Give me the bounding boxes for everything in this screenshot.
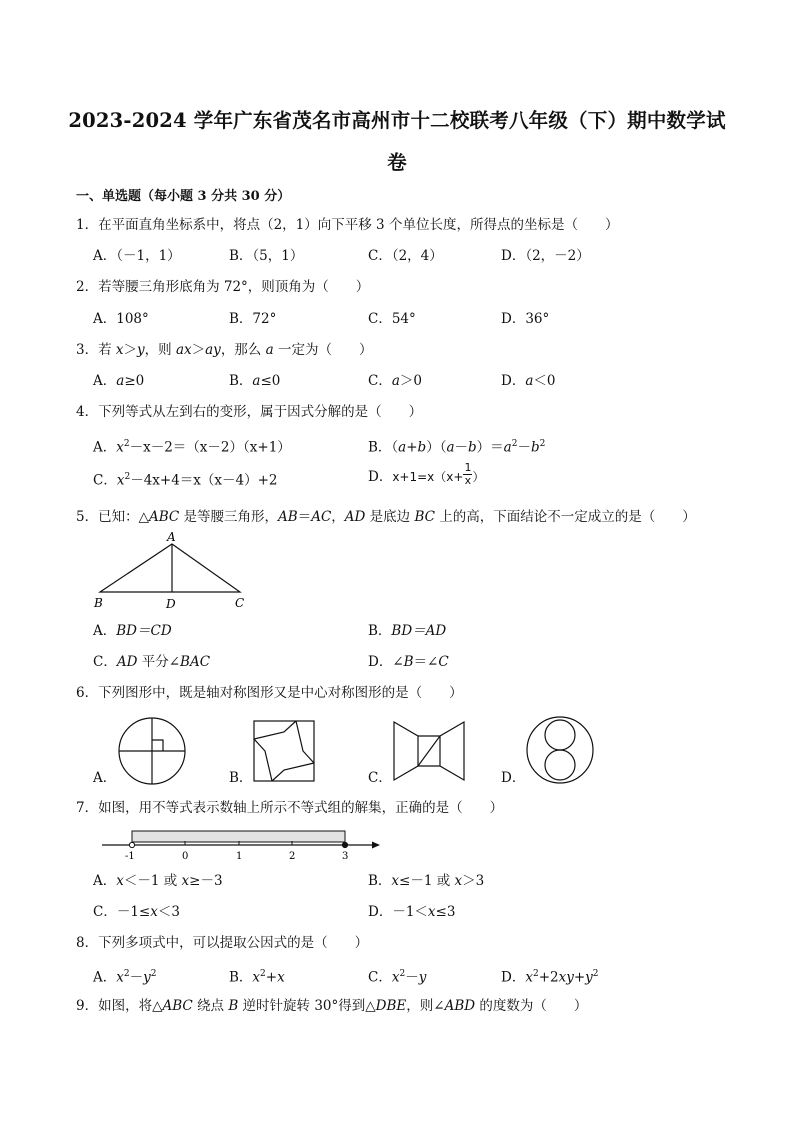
question-7-stem: 7．如图，用不等式表示数轴上所示不等式组的解集，正确的是（ ） [76,800,504,816]
question-1-stem: 1．在平面直角坐标系中，将点（2，1）向下平移 3 个单位长度，所得点的坐标是（ ） [76,217,619,233]
q2-option-d: D．36° [501,311,550,327]
question-4-stem: 4．下列等式从左到右的变形，属于因式分解的是（ ） [76,404,423,420]
isosceles-triangle-figure [90,530,260,614]
open-point-minus-1 [129,842,134,847]
q4-option-d: D．x+1=x（x+ $\frac{1}{x}$ ） [368,461,485,487]
q2-option-a: A．108° [93,311,149,327]
q6-figure-d-circle-with-two-circles [525,714,595,786]
axis-arrow [372,842,380,849]
tick-label-3: 3 [342,851,349,862]
fraction-one-over-x: $\frac{1}{x}$ [464,461,472,487]
q6-option-b-label: B． [229,770,253,786]
exam-title-line-2: 卷 [387,151,407,174]
q1-option-b: B．（5，1） [229,248,304,264]
q6-option-c-label: C． [368,770,392,786]
q7-option-a: A．x＜－1 或 x≥－3 [93,873,223,889]
q7-option-d: D．－1＜x≤3 [368,904,456,920]
question-8-stem: 8．下列多项式中，可以提取公因式的是（ ） [76,935,369,951]
q6-option-a-label: A． [93,770,117,786]
q5-option-b: B．BD＝AD [368,623,447,639]
question-6-stem: 6．下列图形中，既是轴对称图形又是中心对称图形的是（ ） [76,685,463,701]
q3-option-b: B．a≤0 [229,373,281,389]
q4-option-a: A．$x^2-x-2=(x-2)(x+1)$ [93,439,291,456]
closed-point-3 [342,842,347,847]
q8-option-c: C．$x^2-y$ [368,969,427,986]
q3-option-d: D．a＜0 [501,373,556,389]
q7-number-line [96,826,386,862]
q2-option-b: B．72° [229,311,277,327]
q2-option-c: C．54° [368,311,416,327]
q8-option-a: A．$x^2-y^2$ [93,969,157,986]
question-9-stem: 9．如图，将△ABC 绕点 B 逆时针旋转 30°得到△DBE，则∠ABD 的度数为（ ） [76,998,588,1014]
tick-label-minus-1: -1 [125,851,135,862]
q7-option-c: C．－1≤x＜3 [93,904,180,920]
q7-option-b: B．x≤－1 或 x＞3 [368,873,485,889]
q3-option-a: A．a≥0 [93,373,145,389]
q1-option-d: D．（2，－2） [501,248,590,264]
question-3-stem: 3．若 x＞y，则 ax＞ay，那么 a 一定为（ ） [76,342,373,358]
q6-figure-c-bowtie [392,720,466,782]
vertex-label-c: C [235,596,245,610]
q5-option-a: A．BD＝CD [93,623,172,639]
tick-label-1: 1 [236,851,243,862]
exam-title-line-1: 2023-2024 学年广东省茂名市高州市十二校联考八年级（下）期中数学试 [68,109,726,132]
q6-figure-a-circle-quadrant [117,716,187,786]
q6-figure-b-square-pinwheel [253,720,315,782]
tick-label-0: 0 [182,851,189,862]
q4-option-b: B．$(a+b)(a-b)=a^2-b^2$ [368,439,546,456]
q1-option-c: C．（2，4） [368,248,443,264]
section-heading: 一、单选题（每小题 3 分共 30 分） [76,189,291,204]
q5-option-c: C．AD 平分∠BAC [93,654,211,670]
question-5-stem: 5．已知：△ABC 是等腰三角形，AB＝AC，AD 是底边 BC 上的高，下面结论不一定成立的是（ ） [76,509,696,525]
q4-option-c: C．$x^2-4x+4=x(x-4)+2$ [93,472,278,489]
vertex-label-b: B [94,596,103,610]
q8-option-d: D．$x^2+2xy+y^2$ [501,969,599,986]
point-label-d: D [166,597,176,611]
question-2-stem: 2．若等腰三角形底角为 72°，则顶角为（ ） [76,279,370,295]
q8-option-b: B．$x^2+x$ [229,969,285,986]
vertex-label-a: A [167,530,176,544]
q3-option-c: C．a＞0 [368,373,422,389]
q5-option-d: D．∠B＝∠C [368,654,449,670]
tick-label-2: 2 [289,851,296,862]
triangle-abc [100,544,240,592]
q6-option-d-label: D． [501,770,526,786]
solution-interval-bar [132,831,345,842]
q1-option-a: A．（－1，1） [93,248,181,264]
